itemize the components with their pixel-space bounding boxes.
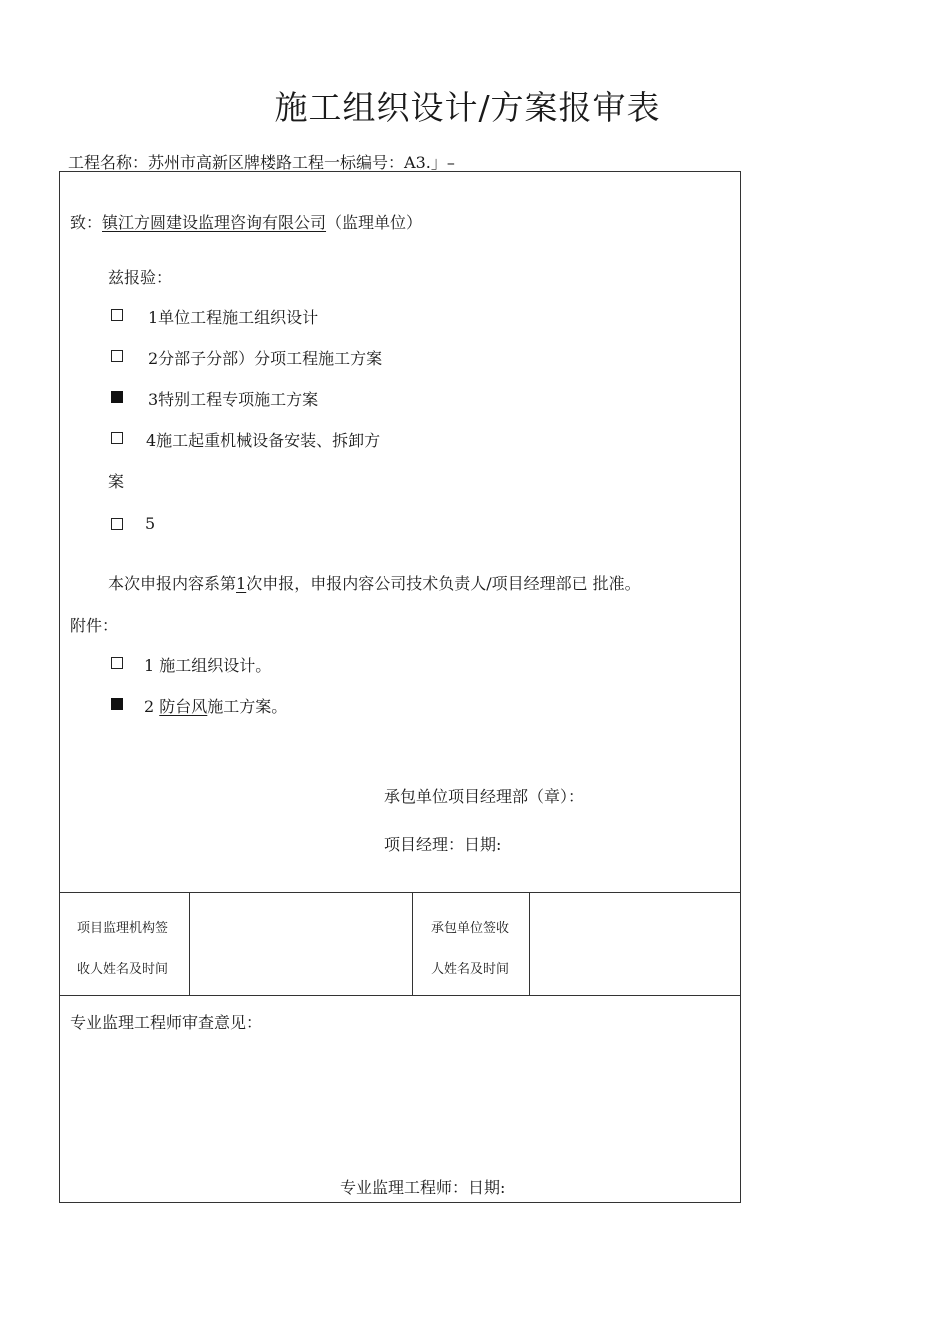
attachment-underlined: 防台风 bbox=[159, 697, 208, 716]
contractor-receipt-label: 人姓名及时间 bbox=[431, 962, 510, 977]
attachments-label: 附件： bbox=[70, 616, 119, 635]
divider bbox=[60, 995, 740, 996]
option-label: 2分部子分部）分项工程施工方案 bbox=[148, 349, 383, 368]
checkbox-empty-icon[interactable] bbox=[111, 309, 123, 321]
checkbox-empty-icon[interactable] bbox=[111, 350, 123, 362]
addressee-suffix: （监理单位） bbox=[326, 213, 423, 232]
addressee-line bbox=[70, 210, 422, 233]
review-opinion-label: 专业监理工程师审查意见： bbox=[70, 1013, 263, 1032]
divider bbox=[412, 892, 413, 996]
declaration-before: 本次申报内容系第 bbox=[108, 574, 237, 593]
supervision-company: 镇江方圆建设监理咨询有限公司 bbox=[102, 213, 327, 232]
option-label: 4施工起重机械设备安装、拆卸方 bbox=[146, 431, 381, 450]
intro-text: 兹报验： bbox=[108, 268, 173, 287]
page-title: 施工组织设计/方案报审表 bbox=[274, 88, 661, 127]
attachment-label bbox=[144, 653, 271, 676]
option-label: 1单位工程施工组织设计 bbox=[148, 308, 319, 327]
checkbox-filled-icon[interactable] bbox=[111, 698, 123, 710]
supervisor-receipt-label: 项目监理机构签 bbox=[77, 921, 169, 936]
checkbox-empty-icon[interactable] bbox=[111, 432, 123, 444]
attachment-num: 1 bbox=[144, 656, 155, 675]
approval-form bbox=[59, 171, 741, 1203]
project-name-value: 苏州市高新区牌楼路工程一标 bbox=[148, 153, 357, 172]
submission-count: 1 bbox=[236, 574, 247, 593]
attachment-text: 施工组织设计。 bbox=[159, 656, 272, 675]
checkbox-empty-icon[interactable] bbox=[111, 657, 123, 669]
project-header bbox=[68, 150, 455, 173]
project-name-label: 工程名称： bbox=[68, 153, 149, 172]
addressee-prefix: 致： bbox=[70, 213, 103, 232]
option-label: 5 bbox=[145, 514, 156, 533]
review-opinion-field[interactable] bbox=[60, 1034, 740, 1164]
declaration-text bbox=[108, 571, 641, 594]
attachment-num: 2 bbox=[144, 697, 155, 716]
option-label: 3特别工程专项施工方案 bbox=[148, 390, 319, 409]
supervisor-receipt-field[interactable] bbox=[190, 893, 412, 995]
declaration-after: 次申报，申报内容公司技术负责人/项目经理部已 批准。 bbox=[246, 574, 641, 593]
supervisor-receipt-label: 收人姓名及时间 bbox=[77, 962, 169, 977]
project-manager-date: 项目经理：日期: bbox=[384, 835, 502, 854]
checkbox-filled-icon[interactable] bbox=[111, 391, 123, 403]
attachment-label bbox=[144, 694, 287, 717]
engineer-signature-date: 专业监理工程师：日期: bbox=[340, 1178, 506, 1197]
contractor-receipt-field[interactable] bbox=[530, 893, 740, 995]
form-number: 编号：A3.」– bbox=[356, 153, 455, 172]
contractor-receipt-label: 承包单位签收 bbox=[431, 921, 510, 936]
checkbox-empty-icon[interactable] bbox=[111, 518, 123, 530]
contractor-dept-seal: 承包单位项目经理部（章）： bbox=[384, 787, 585, 806]
option-label-wrap: 案 bbox=[108, 472, 125, 491]
attachment-text: 施工方案。 bbox=[207, 697, 288, 716]
